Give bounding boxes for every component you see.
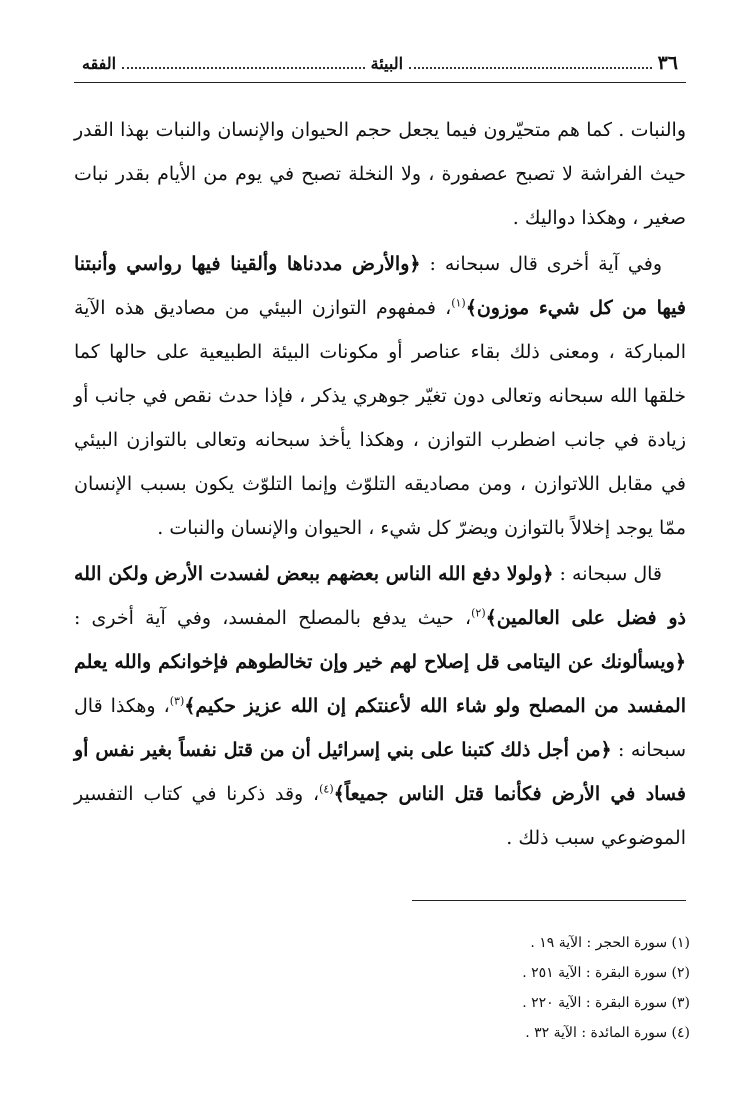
footnote: (٢) سورة البقرة : الآية ٢٥١ . bbox=[522, 965, 690, 981]
footnote-ref: (١) bbox=[451, 296, 466, 310]
paragraph bbox=[74, 242, 686, 550]
footnote-divider bbox=[412, 900, 686, 901]
text-run: والنبات . كما هم متحيّرون فيما يجعل حجم الحيوان والإنسان والنبات بهذا القدر حيث الفراشة لا تصبح عصفورة ، ولا النخلة تصبح في يوم من الأيام بقدر نبات صغير ، وهكذا دواليك . bbox=[74, 119, 686, 229]
paragraph bbox=[74, 552, 686, 860]
footnotes bbox=[300, 928, 690, 1048]
quran-verse: ﴿من أجل ذلك كتبنا على بني إسرائيل أن من قتل نفساً بغير نفس أو فساد في الأرض فكأنما قتل الناس جميعاً﴾ bbox=[74, 739, 686, 805]
running-header bbox=[82, 52, 678, 76]
text-run: ، وهكذا قال سبحانه : bbox=[74, 695, 686, 761]
body-text bbox=[74, 108, 686, 862]
footnote-ref: (٤) bbox=[319, 782, 334, 796]
section-title: الفقه bbox=[82, 54, 117, 73]
page-number: ٣٦ bbox=[657, 52, 678, 74]
quran-verse: ﴿والأرض مددناها وألقينا فيها رواسي وأنبتنا فيها من كل شيء موزون﴾ bbox=[74, 253, 686, 319]
header-dot-leader bbox=[122, 57, 365, 69]
text-run: ، فمفهوم التوازن البيئي من مصاديق هذه الآية المباركة ، ومعنى ذلك بقاء عناصر أو مكونات البيئة الطبيعية على حالها كما خلقها الله سبحانه وتعالى دون تغيّر جوهري يذكر ، فإذا حدث نقص في جانب أو زيادة في جانب اضطرب التوازن ، وهكذا يأخذ سبحانه وتعالى بالتوازن البيئي في مقابل اللاتوازن ، ومن مصاديقه التلوّث وإنما التلوّث يكون بسبب الإنسان ممّا يوجد إخلالاً بالتوازن ويضرّ كل شيء ، الحيوان والإنسان والنبات . bbox=[74, 297, 686, 539]
paragraph bbox=[74, 108, 686, 240]
header-dot-leader bbox=[409, 57, 652, 69]
text-run: قال سبحانه : bbox=[553, 563, 662, 585]
footnote: (١) سورة الحجر : الآية ١٩ . bbox=[530, 935, 690, 951]
text-run: وفي آية أخرى قال سبحانه : bbox=[420, 253, 662, 275]
quran-verse: ﴿ويسألونك عن اليتامى قل إصلاح لهم خير وإن تخالطوهم فإخوانكم والله يعلم المفسد من المصلح ولو شاء الله لأعنتكم إن الله عزيز حكيم﴾ bbox=[74, 651, 686, 717]
footnote-ref: (٣) bbox=[169, 694, 185, 708]
book-title: البيئة bbox=[370, 54, 404, 73]
text-run: ، وقد ذكرنا في كتاب التفسير الموضوعي سبب ذلك . bbox=[74, 783, 686, 849]
header-divider bbox=[74, 82, 686, 83]
text-run: ، حيث يدفع بالمصلح المفسد، وفي آية أخرى : bbox=[74, 607, 472, 629]
footnote: (٣) سورة البقرة : الآية ٢٢٠ . bbox=[522, 995, 690, 1011]
quran-verse: ﴿ولولا دفع الله الناس بعضهم ببعض لفسدت الأرض ولكن الله ذو فضل على العالمين﴾ bbox=[74, 563, 686, 629]
footnote: (٤) سورة المائدة : الآية ٣٢ . bbox=[525, 1025, 690, 1041]
footnote-ref: (٢) bbox=[471, 606, 486, 620]
